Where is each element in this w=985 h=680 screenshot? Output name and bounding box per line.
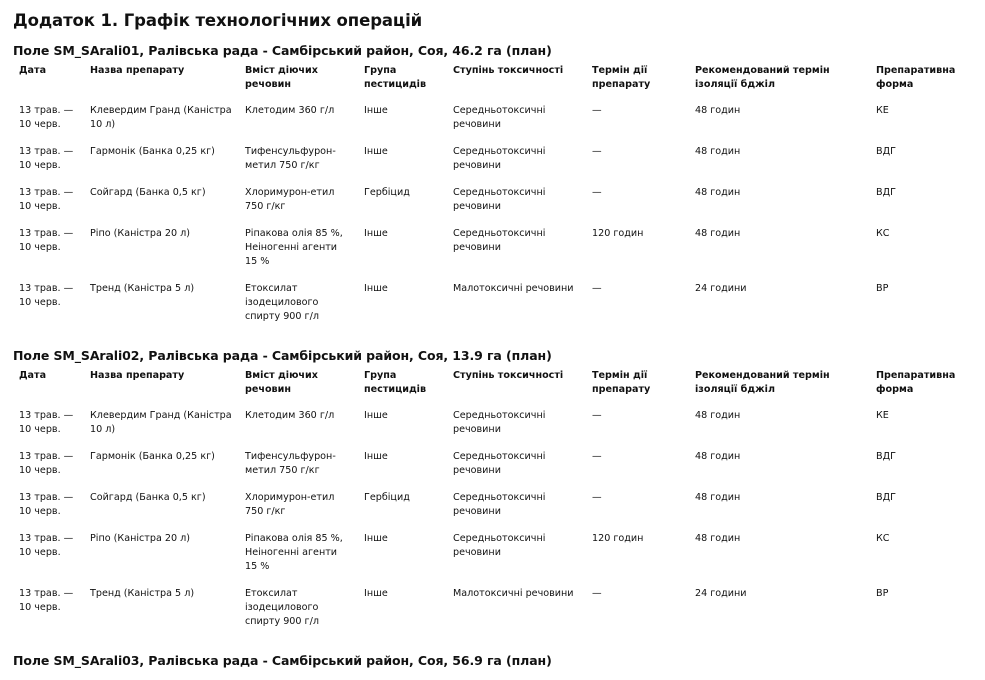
- cell-bee-isolation: 24 години: [695, 588, 747, 599]
- cell-formulation: ВДГ: [876, 146, 896, 157]
- field-section: [13, 43, 973, 337]
- cell-substance: Клетодим 360 г/л: [245, 410, 335, 421]
- cell-formulation: ВДГ: [876, 451, 896, 462]
- cell-substance: Етоксилат ізодецилового спирту 900 г/л: [245, 588, 319, 627]
- header-toxicity: Ступінь токсичності: [453, 370, 564, 381]
- cell-toxicity: Середньотоксичні речовини: [453, 228, 546, 253]
- cell-date: 13 трав. — 10 черв.: [19, 410, 74, 435]
- cell-substance: Ріпакова олія 85 %, Неіногенні агенти 15 %: [245, 533, 343, 572]
- cell-date: 13 трав. — 10 черв.: [19, 492, 74, 517]
- header-formulation: Препаративна форма: [876, 370, 956, 395]
- cell-product: Сойгард (Банка 0,5 кг): [90, 187, 206, 198]
- table-row: [13, 450, 973, 491]
- cell-action-term: —: [592, 146, 602, 157]
- cell-formulation: ВДГ: [876, 492, 896, 503]
- cell-group: Інше: [364, 451, 388, 462]
- cell-toxicity: Малотоксичні речовини: [453, 588, 574, 599]
- header-bee-isolation: Рекомендований термін ізоляції бджіл: [695, 370, 830, 395]
- cell-group: Інше: [364, 283, 388, 294]
- cell-product: Тренд (Каністра 5 л): [90, 283, 195, 294]
- cell-action-term: —: [592, 187, 602, 198]
- table-row: [13, 587, 973, 642]
- cell-substance: Етоксилат ізодецилового спирту 900 г/л: [245, 283, 319, 322]
- document-title: Додаток 1. Графік технологічних операцій: [13, 11, 423, 30]
- header-date: Дата: [19, 370, 47, 381]
- cell-toxicity: Середньотоксичні речовини: [453, 187, 546, 212]
- cell-bee-isolation: 48 годин: [695, 146, 741, 157]
- cell-bee-isolation: 48 годин: [695, 451, 741, 462]
- cell-product: Ріпо (Каністра 20 л): [90, 228, 191, 239]
- header-formulation: Препаративна форма: [876, 65, 956, 90]
- cell-action-term: —: [592, 410, 602, 421]
- cell-action-term: 120 годин: [592, 228, 644, 239]
- header-product: Назва препарату: [90, 65, 185, 76]
- cell-formulation: ВР: [876, 283, 889, 294]
- header-action-term: Термін дії препарату: [592, 370, 651, 395]
- table-row: [13, 532, 973, 587]
- table-row: [13, 491, 973, 532]
- cell-bee-isolation: 48 годин: [695, 187, 741, 198]
- header-toxicity: Ступінь токсичності: [453, 65, 564, 76]
- table-header-row: [13, 369, 973, 409]
- field-heading: Поле SM_SArali03, Ралівська рада - Самбірський район, Соя, 56.9 га (план): [13, 653, 552, 668]
- field-heading: Поле SM_SArali01, Ралівська рада - Самбірський район, Соя, 46.2 га (план): [13, 43, 552, 58]
- cell-product: Клевердим Гранд (Каністра 10 л): [90, 410, 232, 435]
- header-group: Група пестицидів: [364, 65, 427, 90]
- cell-group: Гербіцид: [364, 492, 410, 503]
- field-section: [13, 653, 973, 669]
- cell-product: Тренд (Каністра 5 л): [90, 588, 195, 599]
- cell-group: Інше: [364, 228, 388, 239]
- cell-substance: Хлоримурон-етил 750 г/кг: [245, 492, 335, 517]
- cell-action-term: —: [592, 451, 602, 462]
- cell-action-term: —: [592, 105, 602, 116]
- header-substance: Вміст діючих речовин: [245, 370, 318, 395]
- cell-toxicity: Середньотоксичні речовини: [453, 105, 546, 130]
- cell-date: 13 трав. — 10 черв.: [19, 588, 74, 613]
- cell-date: 13 трав. — 10 черв.: [19, 228, 74, 253]
- cell-date: 13 трав. — 10 черв.: [19, 283, 74, 308]
- cell-group: Інше: [364, 588, 388, 599]
- cell-toxicity: Малотоксичні речовини: [453, 283, 574, 294]
- cell-date: 13 трав. — 10 черв.: [19, 451, 74, 476]
- cell-toxicity: Середньотоксичні речовини: [453, 533, 546, 558]
- cell-group: Інше: [364, 533, 388, 544]
- cell-bee-isolation: 24 години: [695, 283, 747, 294]
- cell-formulation: ВР: [876, 588, 889, 599]
- cell-date: 13 трав. — 10 черв.: [19, 533, 74, 558]
- cell-substance: Тифенсульфурон-метил 750 г/кг: [245, 146, 336, 171]
- field-section: [13, 348, 973, 642]
- table-header-row: [13, 64, 973, 104]
- cell-substance: Хлоримурон-етил 750 г/кг: [245, 187, 335, 212]
- cell-group: Гербіцид: [364, 187, 410, 198]
- cell-date: 13 трав. — 10 черв.: [19, 105, 74, 130]
- cell-toxicity: Середньотоксичні речовини: [453, 410, 546, 435]
- cell-formulation: КЕ: [876, 410, 889, 421]
- operations-table: [13, 369, 973, 642]
- cell-action-term: —: [592, 492, 602, 503]
- cell-group: Інше: [364, 410, 388, 421]
- cell-substance: Ріпакова олія 85 %, Неіногенні агенти 15 %: [245, 228, 343, 267]
- cell-product: Гармонік (Банка 0,25 кг): [90, 146, 215, 157]
- header-product: Назва препарату: [90, 370, 185, 381]
- header-substance: Вміст діючих речовин: [245, 65, 318, 90]
- operations-table: [13, 64, 973, 337]
- cell-substance: Тифенсульфурон-метил 750 г/кг: [245, 451, 336, 476]
- cell-formulation: КС: [876, 228, 890, 239]
- cell-product: Ріпо (Каністра 20 л): [90, 533, 191, 544]
- cell-group: Інше: [364, 146, 388, 157]
- cell-action-term: —: [592, 588, 602, 599]
- header-group: Група пестицидів: [364, 370, 427, 395]
- cell-toxicity: Середньотоксичні речовини: [453, 146, 546, 171]
- cell-group: Інше: [364, 105, 388, 116]
- table-row: [13, 227, 973, 282]
- cell-formulation: КЕ: [876, 105, 889, 116]
- field-heading: Поле SM_SArali02, Ралівська рада - Самбірський район, Соя, 13.9 га (план): [13, 348, 552, 363]
- header-bee-isolation: Рекомендований термін ізоляції бджіл: [695, 65, 830, 90]
- cell-bee-isolation: 48 годин: [695, 105, 741, 116]
- cell-date: 13 трав. — 10 черв.: [19, 146, 74, 171]
- table-row: [13, 186, 973, 227]
- cell-toxicity: Середньотоксичні речовини: [453, 451, 546, 476]
- cell-formulation: ВДГ: [876, 187, 896, 198]
- table-row: [13, 104, 973, 145]
- cell-substance: Клетодим 360 г/л: [245, 105, 335, 116]
- cell-bee-isolation: 48 годин: [695, 410, 741, 421]
- cell-bee-isolation: 48 годин: [695, 228, 741, 239]
- table-row: [13, 282, 973, 337]
- cell-formulation: КС: [876, 533, 890, 544]
- header-action-term: Термін дії препарату: [592, 65, 651, 90]
- cell-bee-isolation: 48 годин: [695, 533, 741, 544]
- cell-product: Сойгард (Банка 0,5 кг): [90, 492, 206, 503]
- table-row: [13, 145, 973, 186]
- cell-action-term: 120 годин: [592, 533, 644, 544]
- cell-product: Гармонік (Банка 0,25 кг): [90, 451, 215, 462]
- header-date: Дата: [19, 65, 47, 76]
- table-row: [13, 409, 973, 450]
- cell-toxicity: Середньотоксичні речовини: [453, 492, 546, 517]
- cell-product: Клевердим Гранд (Каністра 10 л): [90, 105, 232, 130]
- cell-action-term: —: [592, 283, 602, 294]
- cell-date: 13 трав. — 10 черв.: [19, 187, 74, 212]
- cell-bee-isolation: 48 годин: [695, 492, 741, 503]
